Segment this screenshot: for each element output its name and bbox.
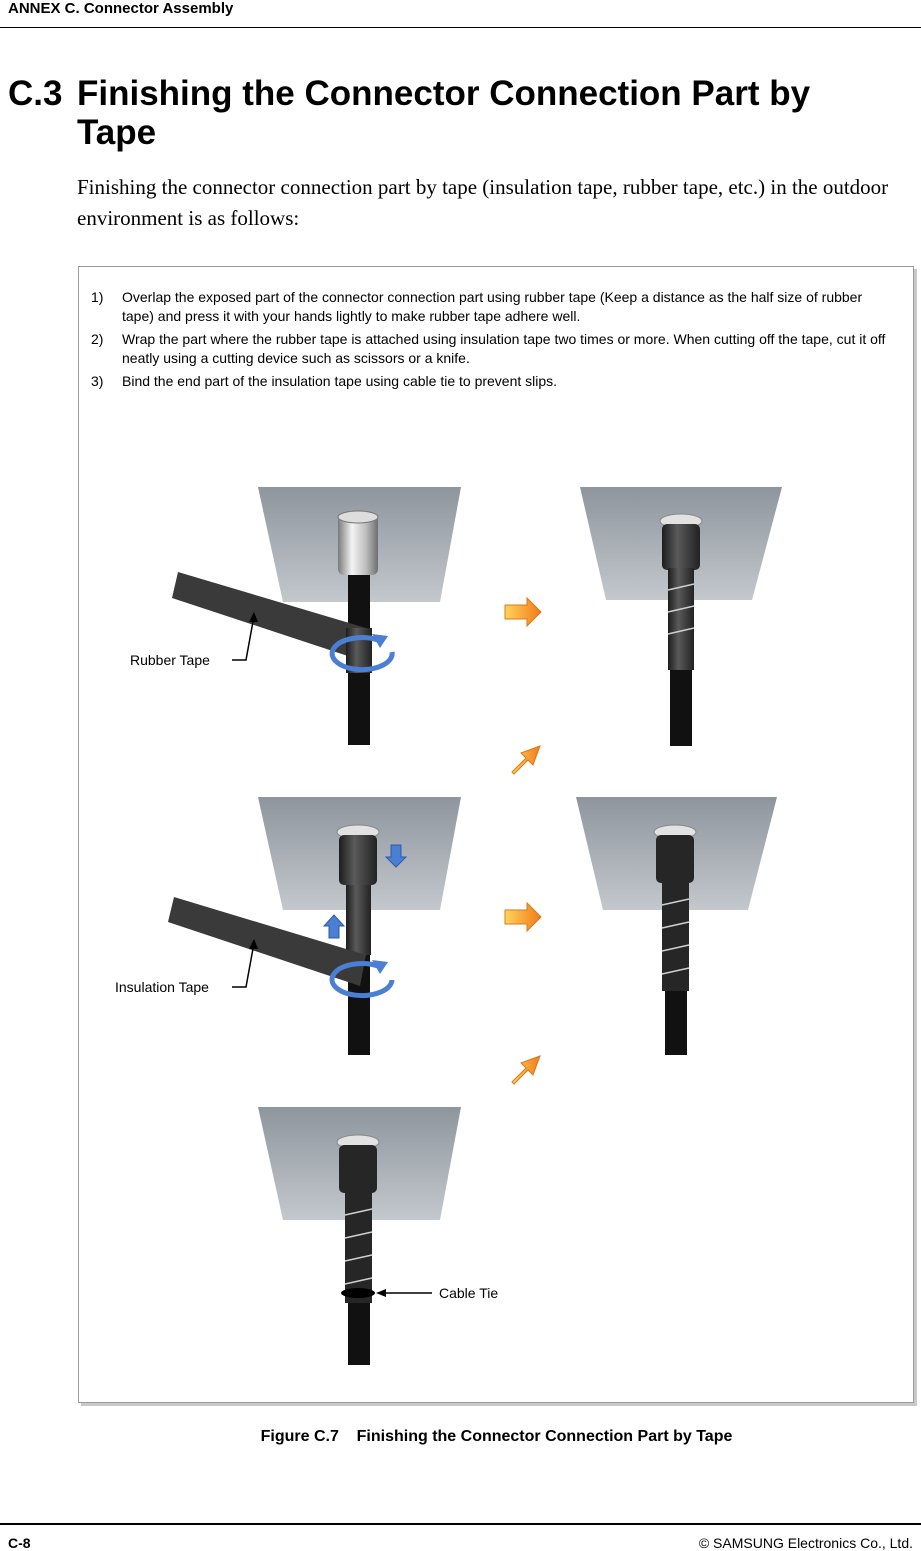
cable [348, 1303, 370, 1365]
next-arrow-icon [505, 598, 541, 626]
step-number: 3) [91, 373, 104, 389]
intro-paragraph: Finishing the connector connection part by tape (insulation tape, rubber tape, etc.) in the outdoor environment is as follows: [77, 175, 889, 230]
cable [670, 670, 692, 746]
copyright: © SAMSUNG Electronics Co., Ltd. [698, 1535, 913, 1551]
section-number: C.3 [8, 74, 63, 113]
cable-tie [341, 1288, 375, 1298]
step-number: 2) [91, 331, 104, 347]
step-text: Bind the end part of the insulation tape using cable tie to prevent slips. [122, 373, 558, 389]
rubber-tape-label: Rubber Tape [130, 652, 210, 668]
scene-insulation-tape [115, 797, 461, 1055]
up-arrow-icon [324, 915, 344, 938]
scene-insulation-wrapped [576, 797, 777, 1055]
step-text: Overlap the exposed part of the connector connection part using rubber tape (Keep a distance as the half size of rubber tape) and press it with your hands lightly to make rubber tape adhere well. [122, 289, 863, 324]
wrapped-insulation-tape [656, 835, 694, 883]
figure-title: Finishing the Connector Connection Part by Tape [356, 1428, 733, 1445]
figure-number: Figure C.7 [260, 1428, 339, 1445]
next-arrow-icon [505, 903, 541, 931]
scene-rubber-wrapped [580, 487, 782, 746]
footer-divider [0, 1523, 921, 1525]
insulation-tape-label: Insulation Tape [115, 979, 209, 995]
step-number: 1) [91, 289, 104, 305]
cable-tie-label: Cable Tie [439, 1285, 499, 1301]
cable [665, 991, 687, 1055]
connector-metal [338, 515, 378, 575]
running-header: ANNEX C. Connector Assembly [8, 0, 234, 17]
step-text: Wrap the part where the rubber tape is attached using insulation tape two times or more. When cutting off the tape, cut it off neatly using a cutting device such as scissors or a knife. [122, 331, 886, 366]
figure-caption [0, 1428, 921, 1446]
section-heading: Finishing the Connector Connection Part by Tape [77, 74, 811, 152]
down-left-arrow-icon [512, 746, 540, 774]
insulation-tape-leader [232, 943, 254, 987]
wrapped-rubber-tape [662, 524, 700, 570]
page-number: C-8 [8, 1535, 31, 1551]
scene-cable-tie [258, 1107, 498, 1365]
scene-rubber-tape [130, 487, 461, 745]
down-left-arrow-icon [512, 1056, 540, 1084]
